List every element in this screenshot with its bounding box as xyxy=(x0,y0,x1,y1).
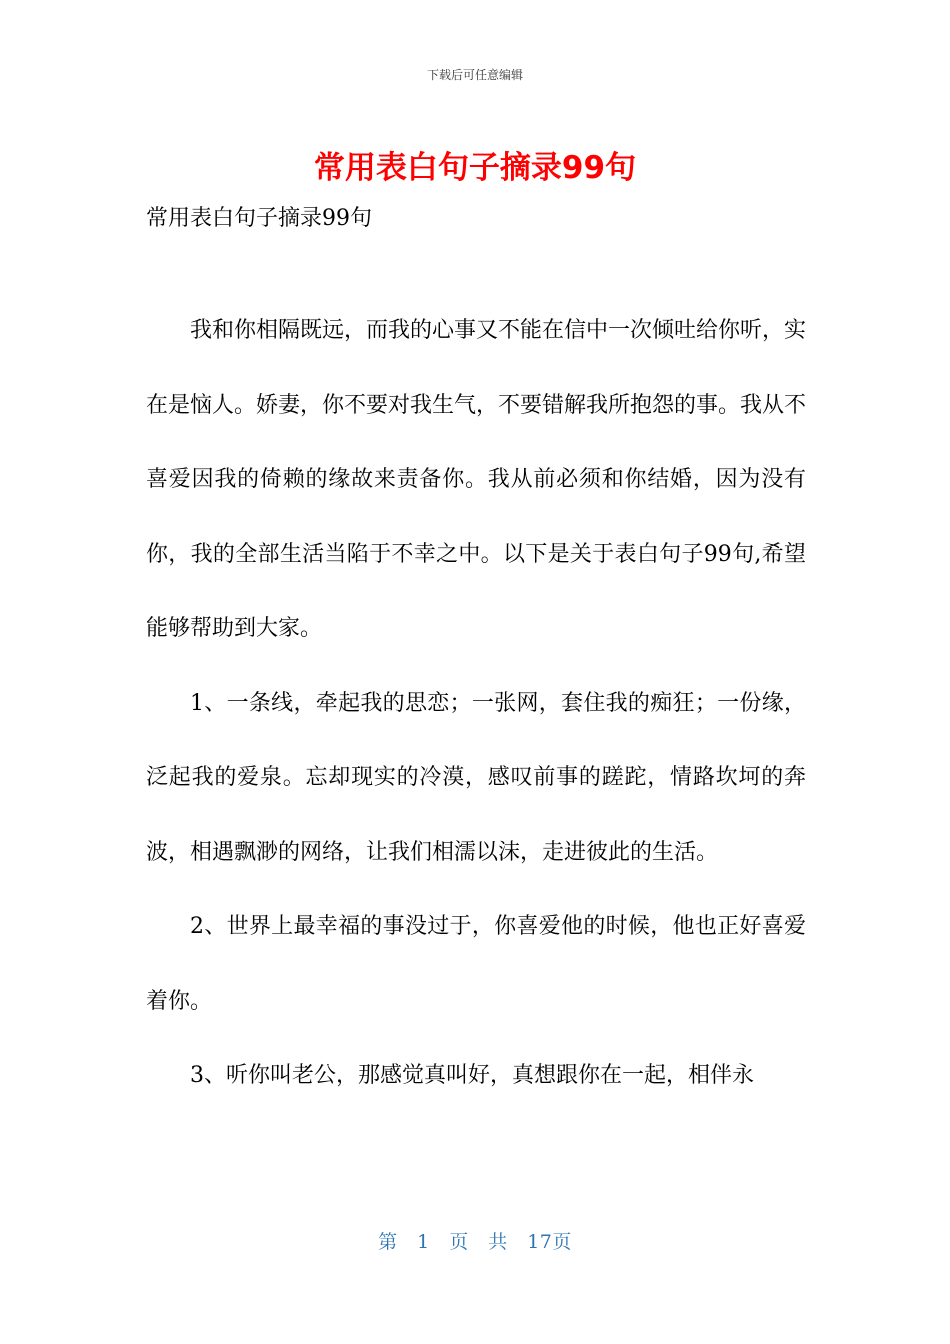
header-note: 下载后可任意编辑 xyxy=(426,68,523,82)
paragraph-item-2: 2、世界上最幸福的事没过于，你喜爱他的时候，他也正好喜爱着你。 xyxy=(146,914,806,1014)
paragraph-intro: 我和你相隔既远，而我的心事又不能在信中一次倾吐给你听，实在是恼人。娇妻，你不要对我生气，不要错解我所抱怨的事。我从不喜爱因我的倚赖的缘故来责备你。我从前必须和你结婚，因为没有你，我的全部生活当陷于不幸之中。以下是关于表白句子99句,希望能够帮助到大家。 xyxy=(146,318,807,641)
page-number-footer: 第 1 页 共 17页 xyxy=(378,1231,572,1253)
paragraph-item-1: 1、一条线，牵起我的思恋；一张网，套住我的痴狂；一份缘，泛起我的爱泉。忘却现实的冷漠，感叹前事的蹉跎，情路坎坷的奔波，相遇飘渺的网络，让我们相濡以沫，走进彼此的生活。 xyxy=(146,690,806,865)
document-title: 常用表白句子摘录99句 xyxy=(313,150,637,186)
document-subtitle: 常用表白句子摘录99句 xyxy=(146,206,372,231)
paragraph-item-3: 3、听你叫老公，那感觉真叫好，真想跟你在一起，相伴永 xyxy=(190,1063,754,1088)
document-body xyxy=(146,199,806,1114)
